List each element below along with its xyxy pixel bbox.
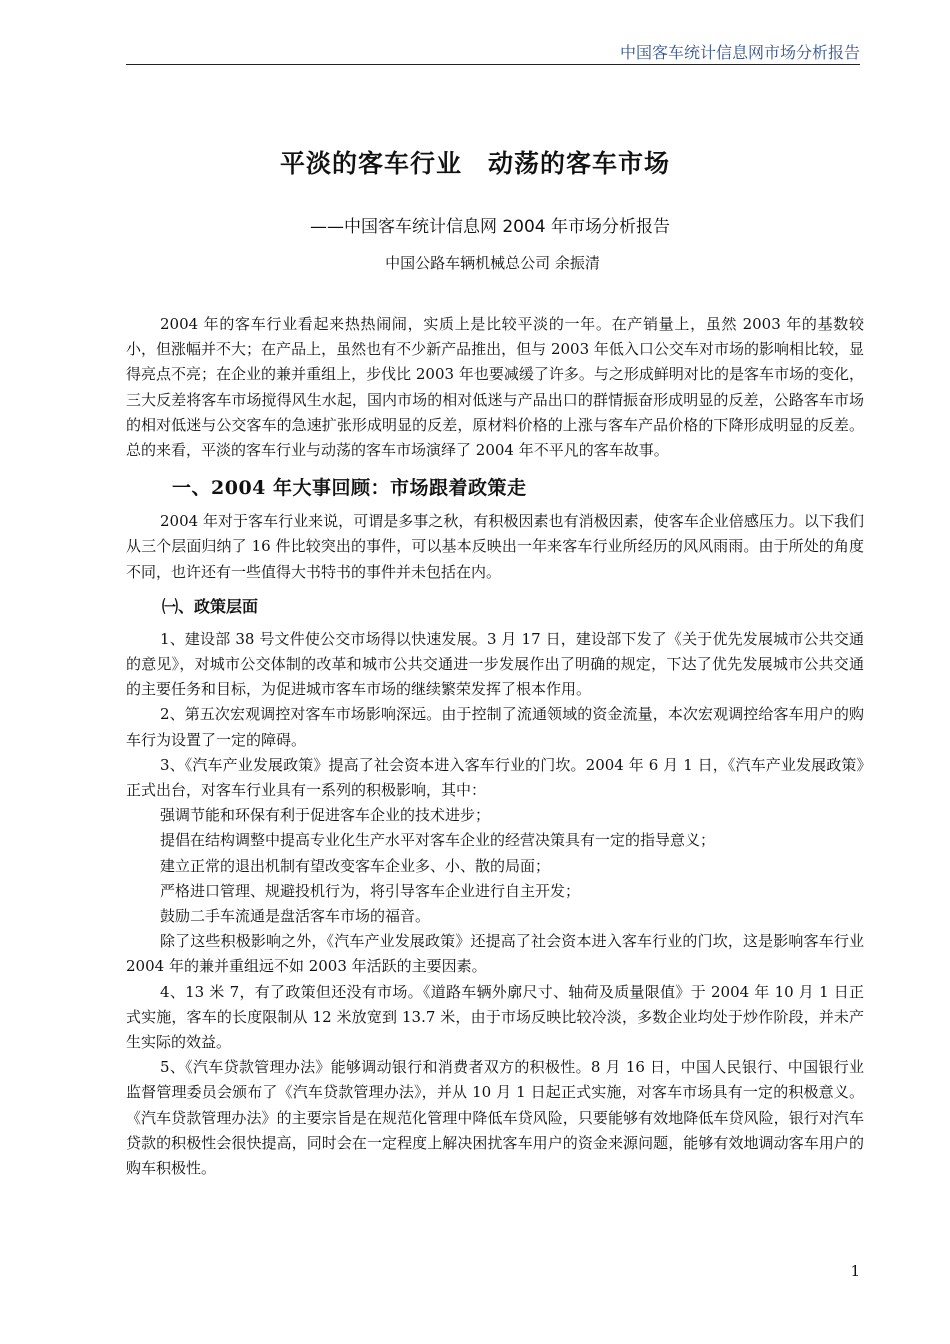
policy-item: 2、第五次宏观调控对客车市场影响深远。由于控制了流通领域的资金流量，本次宏观调控给客车用户的购车行为设置了一定的障碍。: [126, 705, 864, 749]
section-paragraph: 2004 年对于客车行业来说，可谓是多事之秋，有积极因素也有消极因素，使客车企业倍感压力。以下我们从三个层面归纳了 16 件比较突出的事件，可以基本反映出一年来客车行业所经历的风风雨雨。由于所处的角度不同，也许还有一些值得大书特书的事件并未包括在内。: [126, 512, 864, 581]
policy-item: 3、《汽车产业发展政策》提高了社会资本进入客车行业的门坎。2004 年 6 月 1 日，《汽车产业发展政策》正式出台，对客车行业具有一系列的积极影响，其中：: [126, 755, 864, 800]
document-author: 中国公路车辆机械总公司 余振清: [385, 254, 600, 272]
policy-item: 4、13 米 7，有了政策但还没有市场。《道路车辆外廓尺寸、轴荷及质量限值》于 2004 年 10 月 1 日正式实施，客车的长度限制从 12 米放宽到 13.7 米，由于市场反映比较冷淡，多数企业均处于炒作阶段，并未产生实际的效益。: [126, 982, 864, 1052]
intro-paragraph: 2004 年的客车行业看起来热热闹闹，实质上是比较平淡的一年。在产销量上，虽然 2003 年的基数较小，但涨幅并不大；在产品上，虽然也有不少新产品推出，但与 2003 年低入口公交车对市场的影响相比较，显得亮点不亮；在企业的兼并重组上，步伐比 2003 年也要减缓了许多。与之形成鲜明对比的是客车市场的变化，三大反差将客车市场搅得风生水起，国内市场的相对低迷与产品出口的群情振奋形成明显的反差，公路客车市场的相对低迷与公交客车的急速扩张形成明显的反差，原材料价格的上涨与客车产品价格的下降形成明显的反差。总的来看，平淡的客车行业与动荡的客车市场演绎了 2004 年不平凡的客车故事。: [126, 315, 864, 460]
policy-point: 严格进口管理、规避投机行为，将引导客车企业进行自主开发；: [160, 881, 581, 900]
policy-point: 鼓励二手车流通是盘活客车市场的福音。: [160, 907, 431, 926]
policy-item: 1、建设部 38 号文件使公交市场得以快速发展。3 月 17 日，建设部下发了《关于优先发展城市公共交通的意见》，对城市公交体制的改革和城市公共交通进一步发展作出了明确的规定，下达了优先发展城市公共交通的主要任务和目标，为促进城市客车市场的继续繁荣发挥了根本作用。: [126, 629, 864, 699]
section-heading: 一、2004 年大事回顾：市场跟着政策走: [172, 477, 527, 500]
document-title: 平淡的客车行业 动荡的客车市场: [279, 149, 670, 178]
subsection-heading: ㈠、政策层面: [162, 596, 259, 616]
page-number: 1: [850, 1262, 860, 1280]
page-header: [126, 40, 860, 65]
document-subtitle: ——中国客车统计信息网 2004 年市场分析报告: [309, 217, 671, 237]
header-title: 中国客车统计信息网市场分析报告: [619, 43, 860, 62]
policy-item: 除了这些积极影响之外，《汽车产业发展政策》还提高了社会资本进入客车行业的门坎，这是影响客车行业 2004 年的兼并重组远不如 2003 年活跃的主要因素。: [126, 932, 864, 976]
policy-point: 建立正常的退出机制有望改变客车企业多、小、散的局面；: [160, 856, 551, 875]
policy-item: 5、《汽车贷款管理办法》能够调动银行和消费者双方的积极性。8 月 16 日，中国人民银行、中国银行业监督管理委员会颁布了《汽车贷款管理办法》，并从 10 月 1 日起正式实施，对客车市场具有一定的积极意义。《汽车贷款管理办法》的主要宗旨是在规范化管理中降低车贷风险，只要能够有效地降低车贷风险，银行对汽车贷款的积极性会很快提高，同时会在一定程度上解决困扰客车用户的资金来源问题，能够有效地调动客车用户的购车积极性。: [126, 1058, 864, 1178]
document-body: [126, 312, 864, 1181]
policy-point: 强调节能和环保有利于促进客车企业的技术进步；: [160, 806, 491, 825]
policy-point: 提倡在结构调整中提高专业化生产水平对客车企业的经营决策具有一定的指导意义；: [160, 831, 716, 850]
